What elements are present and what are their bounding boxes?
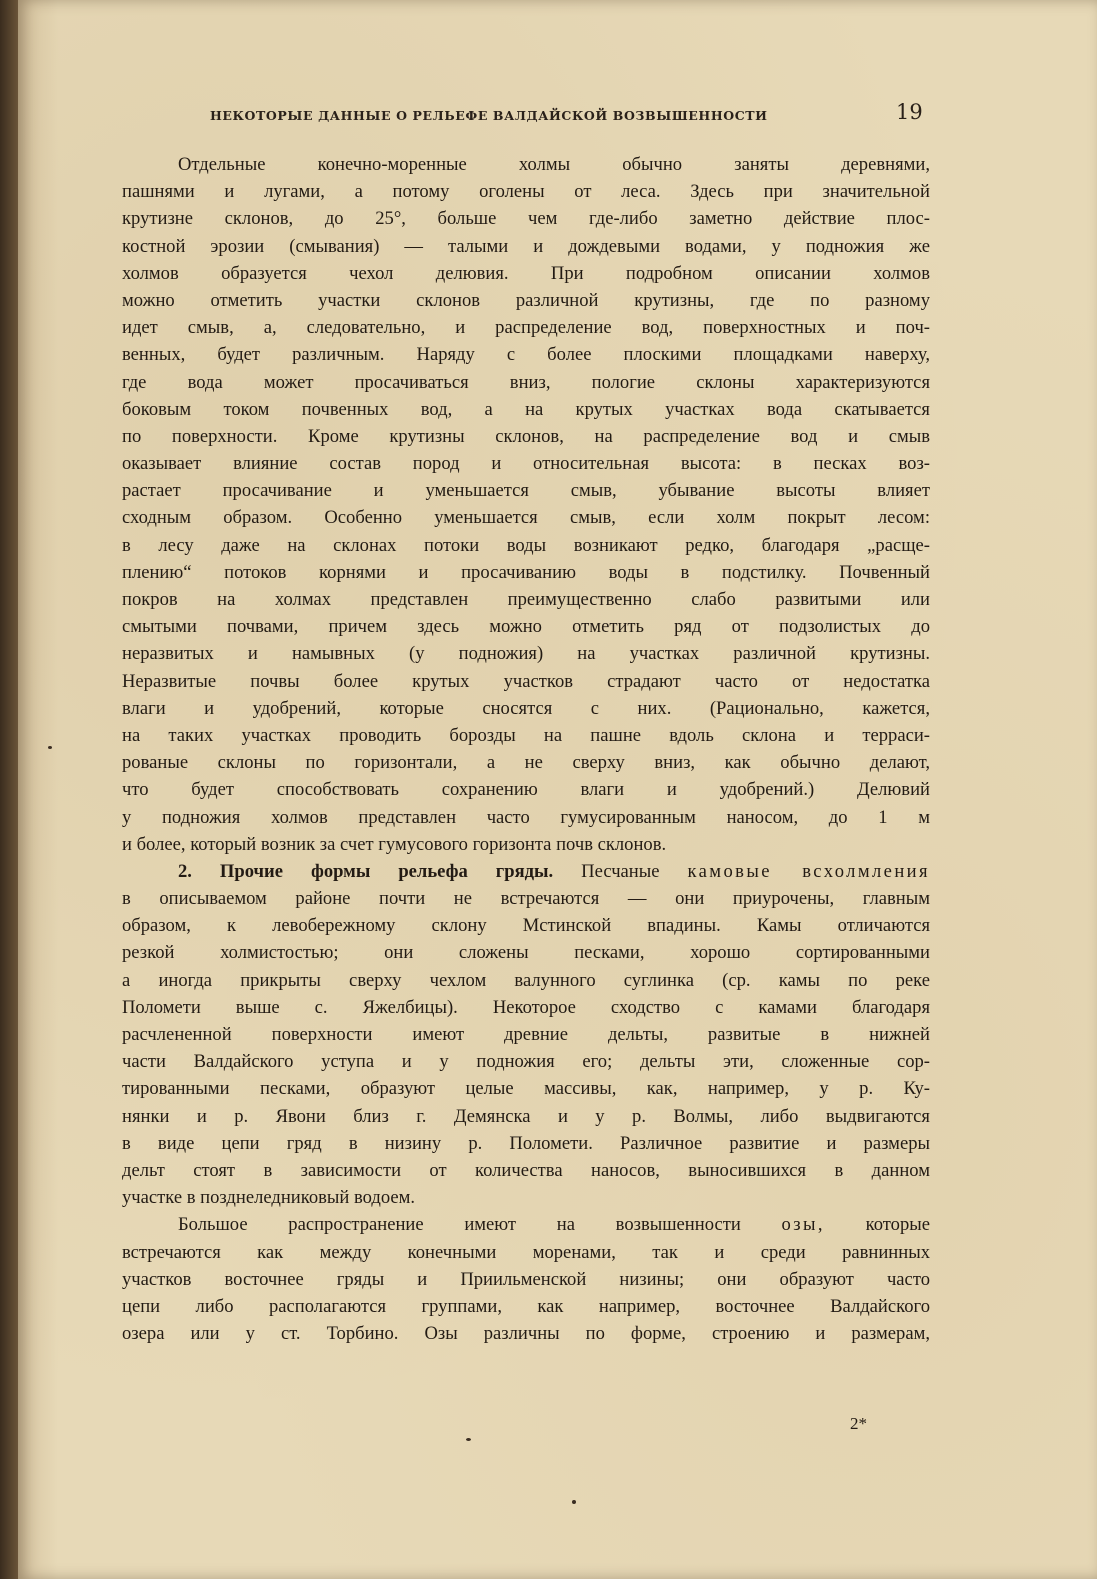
- paragraph-1-line: рованые склоны по горизонтали, а не сверху вниз, как обычно делают,: [122, 752, 930, 774]
- paragraph-3: [122, 1211, 930, 1347]
- term-kame-hills: камовые всхолмления: [687, 860, 930, 882]
- section-2-line: в описываемом районе почти не встречаются — они приурочены, главным: [122, 888, 930, 910]
- paragraph-1-line: где вода может просачиваться вниз, пологие склоны характеризуются: [122, 371, 930, 393]
- paragraph-1-line: сходным образом. Особенно уменьшается смыв, если холм покрыт лесом:: [122, 507, 930, 529]
- section-2-line: нянки и р. Явони близ г. Демянска и у р. Волмы, либо выдвигаются: [122, 1105, 930, 1127]
- paragraph-1-line: смытыми почвами, причем здесь можно отметить ряд от подзолистых до: [122, 616, 930, 638]
- paper-speck: [48, 746, 52, 749]
- paragraph-3-line: озера или у ст. Торбино. Озы различны по форме, строению и размерам,: [122, 1323, 930, 1345]
- section-2-line: дельт стоят в зависимости от количества наносов, выносившихся в данном: [122, 1159, 930, 1181]
- paragraph-3-text-end: которые: [865, 1214, 931, 1236]
- section-2-line: а иногда прикрыты сверху чехлом валунного суглинка (ср. камы по реке: [122, 969, 930, 991]
- paragraph-1-line: крутизне склонов, до 25°, больше чем где-либо заметно действие плос-: [122, 208, 930, 230]
- paragraph-1-line: что будет способствовать сохранению влаги и удобрений.) Делювий: [122, 779, 930, 801]
- paragraph-1-line: неразвитых и намывных (у подножия) на участках различной крутизны.: [122, 643, 930, 665]
- paragraph-1-line: покров на холмах представлен преимущественно слабо развитыми или: [122, 589, 930, 610]
- book-page: [18, 0, 1097, 1579]
- paragraph-3-text-start: Большое распространение имеют на возвышенности: [178, 1214, 741, 1236]
- paragraph-1-line: идет смыв, а, следовательно, и распределение вод, поверхностных и поч-: [122, 317, 930, 339]
- section-2-line: части Валдайского уступа и у подножия его; дельты эти, сложенные сор-: [122, 1051, 930, 1073]
- section-2-line: резкой холмистостью; они сложены песками, хорошо сортированными: [122, 942, 930, 964]
- paragraph-1-line: костной эрозии (смывания) — талыми и дождевыми водами, у подножия же: [122, 235, 930, 257]
- section-2-line: Поломети выше с. Яжелбицы). Некоторое сходство с камами благодаря: [122, 996, 930, 1018]
- signature-mark: 2*: [850, 1414, 867, 1433]
- paper-speck: [572, 1500, 576, 1504]
- paragraph-1-line: на таких участках проводить борозды на пашне вдоль склона и терраси-: [122, 724, 930, 746]
- paragraph-1-line: пашнями и лугами, а потому оголены от леса. Здесь при значительной: [122, 181, 930, 203]
- paragraph-1: [122, 151, 930, 858]
- section-2-heading: 2. Прочие формы рельефа гряды.: [178, 860, 554, 882]
- paragraph-1-line: можно отметить участки склонов различной крутизны, где по разному: [122, 289, 930, 311]
- paragraph-1-line: боковым током почвенных вод, а на крутых участках вода скатывается: [122, 398, 930, 420]
- paragraph-3-first-line: [122, 1211, 930, 1238]
- paragraph-1-line: оказывает влияние состав пород и относительная высота: в песках воз-: [122, 453, 930, 475]
- paragraph-1-line: влаги и удобрений, которые сносятся с них. (Рационально, кажется,: [122, 697, 930, 719]
- body-text: [122, 151, 930, 1347]
- paragraph-1-line: и более, который возник за счет гумусового горизонта почв склонов.: [122, 833, 667, 855]
- paragraph-3-line: встречаются как между конечными моренами, так и среди равнинных: [122, 1241, 930, 1263]
- paragraph-1-line: у подножия холмов представлен часто гумусированным наносом, до 1 м: [122, 806, 930, 828]
- paragraph-3-line: участков восточнее гряды и Приильменской низины; они образуют часто: [122, 1268, 930, 1290]
- paragraph-3-line: цепи либо располагаются группами, как например, восточнее Валдайского: [122, 1295, 930, 1317]
- paragraph-1-line: плению“ потоков корнями и просачиванию воды в подстилку. Почвенный: [122, 561, 930, 583]
- paragraph-1-line: растает просачивание и уменьшается смыв, убывание высоты влияет: [122, 480, 930, 502]
- section-2-line: в виде цепи гряд в низину р. Поломети. Различное развитие и размеры: [122, 1132, 930, 1154]
- paragraph-1-line: по поверхности. Кроме крутизны склонов, на распределение вод и смыв: [122, 425, 930, 447]
- paragraph-1-line: венных, будет различным. Наряду с более плоскими площадками наверху,: [122, 344, 930, 366]
- paragraph-2: [122, 858, 930, 1211]
- term-eskers: озы,: [781, 1214, 825, 1236]
- paragraph-1-line: Неразвитые почвы более крутых участков страдают часто от недостатка: [122, 670, 930, 692]
- page-number: 19: [896, 100, 923, 124]
- section-2-line: участке в позднеледниковый водоем.: [122, 1187, 416, 1209]
- paper-speck: [466, 1438, 471, 1441]
- paragraph-1-line: Отдельные конечно-моренные холмы обычно заняты деревнями,: [178, 154, 930, 175]
- section-2-line: образом, к левобережному склону Мстинской впадины. Камы отличаются: [122, 915, 930, 937]
- book-binding-edge: [0, 0, 18, 1579]
- section-2-lines: [122, 885, 930, 1211]
- paragraph-1-line: холмов образуется чехол делювия. При подробном описании холмов: [122, 262, 930, 284]
- section-2-first-line: [122, 858, 930, 885]
- running-head: НЕКОТОРЫЕ ДАННЫЕ О РЕЛЬЕФЕ ВАЛДАЙСКОЙ ВОЗВЫШЕННОСТИ: [210, 108, 768, 123]
- section-2-line: тированными песками, образуют целые массивы, как, например, у р. Ку-: [122, 1078, 930, 1100]
- section-2-text-start: Песчаные: [581, 860, 660, 882]
- paragraph-3-lines: [122, 1239, 930, 1348]
- section-2-line: расчлененной поверхности имеют древние дельты, развитые в нижней: [122, 1024, 930, 1045]
- paragraph-1-line: в лесу даже на склонах потоки воды возникают редко, благодаря „расще-: [122, 534, 930, 556]
